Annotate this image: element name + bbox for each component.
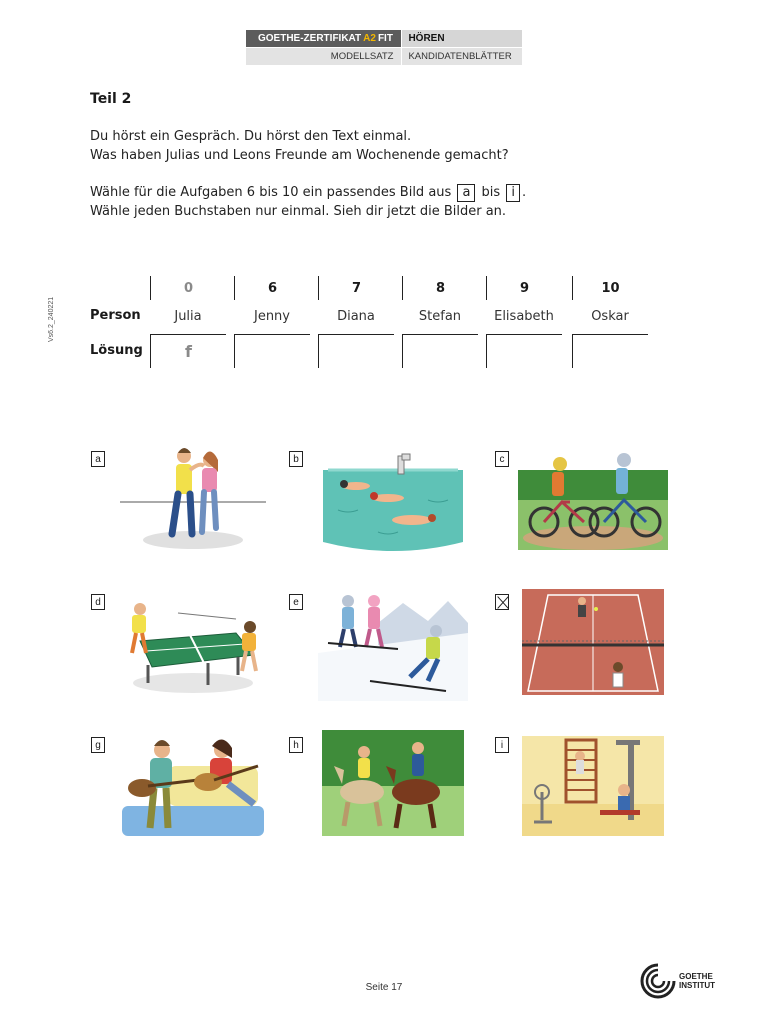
person-name: Julia	[174, 308, 202, 324]
page-number: Seite 17	[365, 982, 403, 993]
task-number: 6	[234, 276, 310, 300]
horse-riding-icon	[318, 726, 468, 844]
picture-letter-crossed	[495, 594, 509, 610]
exam-header	[246, 30, 522, 65]
picture-letter: b	[289, 451, 303, 467]
side-code: Vs6.2_240221	[48, 296, 55, 342]
picture-letter: h	[289, 737, 303, 753]
picture-letter: i	[495, 737, 509, 753]
tennis-court-icon	[518, 583, 668, 701]
solution-field[interactable]	[234, 334, 310, 368]
task-number: 10	[572, 276, 648, 300]
goethe-logo-mark	[640, 963, 676, 999]
task-number: 9	[486, 276, 562, 300]
picture-letter: c	[495, 451, 509, 467]
task-number: 8	[402, 276, 478, 300]
instruction-between: bis	[481, 185, 501, 200]
task-number: 0	[150, 276, 226, 300]
person-name: Diana	[337, 308, 375, 324]
dancing-couple-icon	[118, 440, 268, 558]
skiing-icon	[318, 583, 468, 701]
person-name: Jenny	[253, 308, 290, 324]
intro-text	[90, 127, 509, 165]
logo-text-line: GOETHE	[679, 972, 713, 981]
letter-box-to: i	[506, 184, 520, 202]
set-label: MODELLSATZ	[246, 48, 401, 65]
person-name: Oskar	[591, 308, 629, 324]
solution-field[interactable]	[572, 334, 648, 368]
instruction-line: Wähle jeden Buchstaben nur einmal. Sieh dir jetzt die Bilder an.	[90, 204, 507, 219]
task-number: 7	[318, 276, 394, 300]
solution-example: f	[150, 334, 226, 368]
instruction-text: Wähle für die Aufgaben 6 bis 10 ein passendes Bild aus a bis i . Wähle jeden Buchstaben nur einmal. Sieh dir jetzt die Bilder an.	[90, 185, 527, 219]
swimming-icon	[318, 440, 468, 558]
solution-row-label: Lösung	[90, 343, 143, 358]
exam-title	[246, 30, 401, 47]
intro-line: Du hörst ein Gespräch. Du hörst den Text einmal.	[90, 129, 412, 144]
section-label: HÖREN	[402, 30, 522, 47]
picture-letter: e	[289, 594, 303, 610]
picture-letter: g	[91, 737, 105, 753]
exam-suffix: FIT	[377, 33, 393, 44]
logo-text-line: INSTITUT	[679, 981, 715, 990]
instruction-line: Wähle für die Aufgaben 6 bis 10 ein passendes Bild aus	[90, 185, 452, 200]
letter-box-from: a	[457, 184, 475, 202]
solution-field[interactable]	[486, 334, 562, 368]
intro-line: Was haben Julias und Leons Freunde am Wochenende gemacht?	[90, 148, 509, 163]
picture-letter: a	[91, 451, 105, 467]
exam-level: A2	[363, 33, 376, 44]
cycling-icon	[518, 440, 668, 558]
person-name: Stefan	[418, 308, 462, 324]
guitar-music-icon	[118, 726, 268, 844]
picture-letter: d	[91, 594, 105, 610]
person-name: Elisabeth	[494, 308, 554, 324]
table-tennis-icon	[118, 583, 268, 701]
section-title: Teil 2	[90, 91, 132, 107]
exam-prefix: GOETHE-ZERTIFIKAT	[258, 33, 362, 44]
sheet-label: KANDIDATENBLÄTTER	[402, 48, 522, 65]
gym-workout-icon	[518, 726, 668, 844]
solution-field[interactable]	[318, 334, 394, 368]
person-row-label: Person	[90, 308, 141, 323]
solution-field[interactable]	[402, 334, 478, 368]
goethe-logo	[640, 963, 715, 999]
